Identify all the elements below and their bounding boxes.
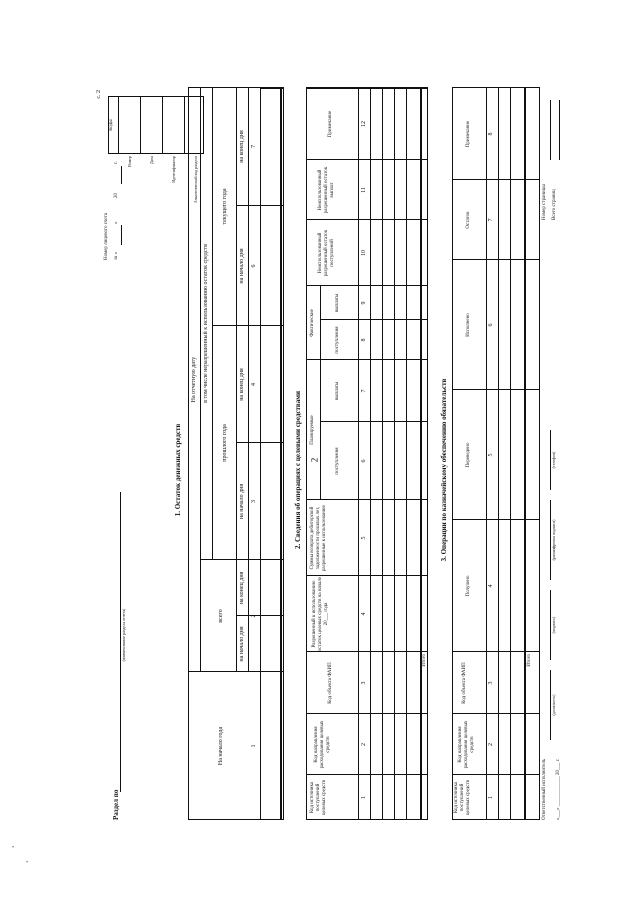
s2-h-allowed: Разрешенный к использованию остаток целевых средств на начало 20___ года [312, 576, 329, 652]
scan-mark: • [26, 860, 29, 866]
s1-h-start: На начало года [218, 726, 224, 766]
responsible-label: Ответственный исполнитель [542, 758, 547, 820]
s2-col-num: 10 [361, 250, 367, 256]
s3-row-line [486, 87, 487, 820]
s2-h-faip: Код объекта ФАИП [328, 662, 333, 704]
s1-col-num: 3 [251, 500, 257, 503]
rotated-form [90, 80, 560, 820]
s2-row-line [406, 87, 407, 820]
sig-position: (должность) [551, 694, 556, 716]
s2-row-line [394, 87, 395, 820]
s2-h-payments: выплаты [335, 381, 340, 401]
s2-h-planned: Планируемые [310, 415, 315, 445]
s3-h-source: Код источника поступлений целевых средств [454, 779, 471, 816]
s2-col-num: 4 [361, 612, 367, 616]
s3-h-direction: Код направления расходования целевых средств [458, 720, 475, 769]
scan-mark: • [12, 845, 15, 851]
s1-h-total: всего [218, 609, 224, 623]
s3-col-num: 1 [488, 796, 494, 799]
s2-row-line [382, 87, 383, 820]
code-row-label: Номер [127, 156, 132, 168]
s1-col-line [260, 87, 284, 89]
total-pages-line [559, 100, 560, 160]
s2-row-line [358, 87, 359, 820]
code-row-label: Идентификатор [171, 156, 176, 183]
total-pages-label: Всего страниц [552, 189, 557, 220]
section-hint: (наименование раздела отчета) [121, 608, 126, 662]
account-label: Номер лицевого счета [104, 212, 109, 260]
s3-row-line [524, 87, 526, 820]
s3-row-line [510, 87, 511, 820]
s1-row-line [280, 87, 282, 820]
s2-h-source: Код источника поступлений целевых средств [310, 779, 327, 816]
sig-name: (расшифровка подписи) [551, 519, 556, 561]
s2-col-num: 7 [361, 389, 367, 393]
s2-col-num: 1 [361, 796, 367, 799]
date-mid: » [114, 221, 119, 224]
s3-h-faip: Код объекта ФАИП [462, 662, 467, 704]
s2-row-line [370, 87, 371, 820]
date-day-line [121, 225, 122, 245]
s2-h-unused-allowed: Неиспользованный разрешенный остаток поступлений [318, 229, 335, 277]
s1-col-num: 2 [251, 614, 257, 618]
s2-h-payments: выплаты [335, 293, 340, 313]
s1-h-prev: прошлого года [222, 424, 228, 462]
section-label: Раздел по [112, 789, 120, 820]
s1-col-num: 6 [251, 264, 257, 268]
page-number: 2 [309, 457, 320, 463]
s3-col-num: 5 [488, 453, 494, 457]
footer-date: «___» ____________ 20___ г. [556, 758, 561, 820]
s1-h-start-day: на начало дня [239, 483, 245, 520]
s3-col-num: 2 [488, 743, 494, 746]
s2-col-num: 5 [361, 536, 367, 540]
codes-row-line [184, 96, 185, 154]
s2-col-num: 8 [361, 338, 367, 342]
s1-row-line [200, 87, 201, 672]
codes-label: Коды [109, 119, 114, 131]
codes-row-line [162, 96, 163, 154]
date-prefix: за « [114, 252, 119, 260]
s1-h-end-day: на конец дня [239, 130, 245, 163]
s2-h-direction: Код направления расходования целевых средств [314, 720, 331, 769]
s3-col-num: 3 [488, 681, 494, 685]
s3-h-executed: Исполнено [466, 313, 471, 337]
s2-h-actual: Фактические [310, 309, 315, 337]
s2-col-num: 11 [361, 187, 367, 193]
year-line [121, 166, 122, 184]
s3-col-num: 8 [488, 132, 494, 136]
s1-row-line [212, 87, 213, 560]
s3-col-num: 7 [488, 218, 494, 222]
s1-col-num: 4 [251, 383, 257, 386]
s1-h-curr: текущего года [222, 188, 228, 225]
corner-label: с. 2 [96, 90, 102, 99]
s3-h-transferred: Переведено [466, 442, 471, 468]
year-suffix: г. [114, 161, 119, 164]
s3-row-line [498, 87, 499, 820]
s1-h-start-day: на начало дня [239, 248, 245, 284]
s2-h-unused-payment: Неиспользованный разрешенный остаток выплат [318, 166, 335, 214]
s2-col-num: 6 [361, 459, 367, 463]
s1-h-end-day: на конец дня [239, 571, 245, 605]
s3-h-remainder: Остаток [466, 211, 471, 229]
s3-h-received: Получено [466, 575, 471, 597]
s1-row-line [248, 87, 249, 672]
page-no-label: Номер страницы [542, 184, 547, 220]
s2-col-num: 9 [361, 301, 367, 305]
s1-h-report: На отчетную дату [191, 356, 197, 403]
s2-row-line [320, 286, 321, 500]
code-row-label: Дата [149, 156, 154, 164]
s2-h-receipts: поступления [335, 447, 340, 475]
code-row-label: Аналитический код раздела [193, 156, 198, 204]
codes-row-line [140, 96, 141, 154]
s1-col-num: 1 [251, 744, 257, 748]
s2-col-num: 3 [361, 681, 367, 685]
codes-row-line [118, 96, 119, 154]
s1-h-end-day: на конец дня [239, 368, 245, 401]
s3-total: Итого [527, 654, 532, 667]
s2-total: Итого [422, 654, 427, 667]
s2-h-receipts: поступления [335, 326, 340, 354]
s2-h-note: Примечание [328, 110, 333, 138]
s1-h-start-day: на начало дня [239, 626, 245, 662]
sig-signature: (подпись) [551, 616, 556, 634]
s2-h-refund: Суммы возврата дебиторской задолженности прошлых лет, разрешенные к использованию [310, 504, 327, 572]
s1-h-incl: в том числе неразрешенный к использованию остаток средств [203, 244, 209, 403]
sig-phone: (телефон) [551, 451, 556, 469]
section2-title: 2. Сведения об операциях с целевыми средствами [294, 391, 302, 549]
year-prefix: 20 [114, 193, 119, 198]
s2-col-num: 2 [361, 743, 367, 746]
s2-col-num: 12 [361, 121, 367, 127]
section3-title: 3. Операции по казначейскому обеспечению обязательств [440, 378, 448, 562]
s1-row-line [236, 87, 237, 672]
s3-col-num: 6 [488, 323, 494, 327]
s1-row-line [260, 87, 261, 820]
s1-col-num: 7 [251, 145, 257, 148]
page-no-line [550, 100, 551, 160]
s3-h-note: Примечание [466, 120, 471, 148]
s3-col-num: 4 [488, 584, 494, 588]
section1-title: 1. Остаток денежных средств [174, 423, 182, 517]
